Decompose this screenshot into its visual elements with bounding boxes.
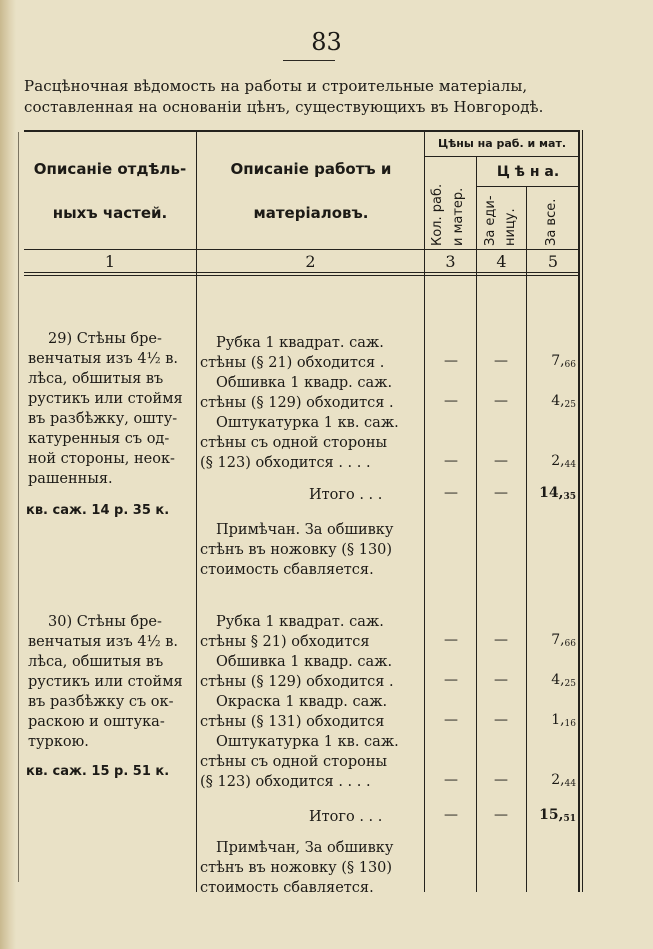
work-line: стѣны (§ 129) обходится . bbox=[200, 395, 394, 411]
work-line: стѣны съ одной стороны bbox=[200, 435, 388, 451]
entry-29-desc-line: лѣса, обшитыя въ bbox=[28, 371, 164, 387]
price-total: $2,_{44}$ bbox=[551, 772, 576, 789]
price-total: $7,_{66}$ bbox=[551, 353, 576, 370]
entry-29-desc-line: рашенныя. bbox=[28, 471, 113, 487]
col1-header-line-2: ныхъ частей. bbox=[52, 204, 168, 222]
work-line: стѣны (§ 131) обходится bbox=[200, 714, 385, 730]
entry-30-desc-line: венчатыя изъ 4½ в. bbox=[28, 634, 179, 650]
entry-29-desc-line: рустикъ или стоймя bbox=[28, 391, 183, 407]
numbers-bottom-rule bbox=[24, 272, 580, 273]
col3-dash: — bbox=[444, 353, 458, 369]
entry-30-desc-line: лѣса, обшитыя въ bbox=[28, 654, 164, 670]
note-line: Примѣчан, За обшивку bbox=[216, 840, 394, 856]
price-total: $4,_{25}$ bbox=[551, 672, 576, 689]
work-line: стѣны съ одной стороны bbox=[200, 754, 388, 770]
col4-dash: — bbox=[494, 632, 508, 648]
col4-dash: — bbox=[494, 353, 508, 369]
col3-dash: — bbox=[444, 632, 458, 648]
col-number-4: 4 bbox=[496, 252, 507, 271]
col3-dash: — bbox=[444, 672, 458, 688]
entry-29-desc-line: въ разбѣжку, ошту- bbox=[28, 411, 178, 427]
work-line: Оштукатурка 1 кв. саж. bbox=[216, 734, 399, 750]
work-line: (§ 123) обходится . . . . bbox=[200, 774, 371, 790]
work-line: Рубка 1 квадрат. саж. bbox=[216, 335, 384, 351]
work-line: стѣны (§ 129) обходится . bbox=[200, 674, 394, 690]
price-total: $7,_{66}$ bbox=[551, 632, 576, 649]
total-sum: $15,_{51}$ bbox=[539, 807, 576, 824]
entry-30-desc-line: туркою. bbox=[28, 734, 89, 750]
entry-30-desc-line: въ разбѣжку съ ок- bbox=[28, 694, 174, 710]
heading-line-1: Расцѣночная вѣдомость на работы и строительные матеріалы, bbox=[24, 77, 528, 95]
page-heading bbox=[24, 76, 596, 118]
prices-group-header: Цѣны на раб. и мат. bbox=[437, 137, 567, 150]
book-spine-shadow bbox=[0, 0, 16, 949]
col1-header-line-1: Описаніе отдѣль- bbox=[33, 160, 187, 178]
entry-29-desc-line: катуренныя съ од- bbox=[28, 431, 170, 447]
entry-30-desc-line: раскою и оштука- bbox=[28, 714, 165, 730]
col-number-1: 1 bbox=[104, 252, 116, 271]
table-left-edge bbox=[18, 132, 19, 882]
table-right-edge-2 bbox=[582, 130, 583, 892]
col4-header-a: За еди- bbox=[483, 195, 498, 246]
entry-30-desc-line: 30) Стѣны бре- bbox=[48, 614, 162, 630]
table-right-edge bbox=[578, 130, 580, 892]
note-line: стоимость сбавляется. bbox=[200, 880, 374, 896]
entry-30-area: кв. саж. 15 р. 51 к. bbox=[26, 764, 170, 779]
work-line: Рубка 1 квадрат. саж. bbox=[216, 614, 384, 630]
col-divider-2 bbox=[424, 132, 425, 892]
col4-dash: — bbox=[494, 672, 508, 688]
price-total: $4,_{25}$ bbox=[551, 393, 576, 410]
heading-line-2: составленная на основаніи цѣнъ, существующихъ въ Новгородѣ. bbox=[24, 98, 544, 116]
table-top-rule bbox=[24, 130, 580, 132]
col4-dash: — bbox=[494, 712, 508, 728]
col4-dash: — bbox=[494, 807, 508, 823]
total-label: Итого . . . bbox=[309, 487, 383, 503]
entry-29-desc-line: ной стороны, неок- bbox=[28, 451, 175, 467]
col4-dash: — bbox=[494, 485, 508, 501]
col3-dash: — bbox=[444, 393, 458, 409]
total-sum: $14,_{35}$ bbox=[539, 485, 576, 502]
numbers-bottom-rule-2 bbox=[24, 275, 580, 276]
work-line: (§ 123) обходится . . . . bbox=[200, 455, 371, 471]
col3-dash: — bbox=[444, 453, 458, 469]
total-label: Итого . . . bbox=[309, 809, 383, 825]
col5-header: За все. bbox=[544, 198, 559, 246]
price-sub-rule bbox=[476, 186, 580, 187]
col-number-2: 2 bbox=[305, 252, 316, 271]
work-line: Окраска 1 квадр. саж. bbox=[216, 694, 388, 710]
price-total: $2,_{44}$ bbox=[551, 453, 576, 470]
work-line: Оштукатурка 1 кв. саж. bbox=[216, 415, 399, 431]
note-line: стѣнъ въ ножовку (§ 130) bbox=[200, 542, 393, 558]
col-divider-4 bbox=[526, 186, 527, 892]
col2-header-line-2: матеріаловъ. bbox=[253, 204, 369, 222]
col3-dash: — bbox=[444, 485, 458, 501]
prices-group-rule bbox=[424, 156, 580, 157]
work-line: стѣны § 21) обходится bbox=[200, 634, 370, 650]
col4-dash: — bbox=[494, 772, 508, 788]
page-number-rule bbox=[283, 60, 335, 61]
col3-dash: — bbox=[444, 807, 458, 823]
price-total: $1,_{16}$ bbox=[551, 712, 576, 729]
col-number-3: 3 bbox=[445, 252, 456, 271]
entry-29-desc-line: 29) Стѣны бре- bbox=[48, 331, 162, 347]
col3-header-b: и матер. bbox=[451, 187, 466, 246]
price-sub-header: Ц ѣ н а. bbox=[496, 164, 560, 180]
col2-header-line-1: Описаніе работъ и bbox=[230, 160, 392, 178]
col4-dash: — bbox=[494, 453, 508, 469]
entry-29-area: кв. саж. 14 р. 35 к. bbox=[26, 503, 170, 518]
page-number: 83 bbox=[311, 28, 342, 56]
work-line: Обшивка 1 квадр. саж. bbox=[216, 375, 393, 391]
col3-header-a: Кол. раб. bbox=[430, 183, 445, 246]
col4-header-b: ницу. bbox=[503, 208, 518, 246]
work-line: стѣны (§ 21) обходится . bbox=[200, 355, 385, 371]
col3-dash: — bbox=[444, 772, 458, 788]
entry-29-desc-line: венчатыя изъ 4½ в. bbox=[28, 351, 179, 367]
col-number-5: 5 bbox=[547, 252, 559, 271]
work-line: Обшивка 1 квадр. саж. bbox=[216, 654, 393, 670]
header-bottom-rule bbox=[24, 249, 580, 250]
entry-30-desc-line: рустикъ или стоймя bbox=[28, 674, 183, 690]
note-line: стѣнъ въ ножовку (§ 130) bbox=[200, 860, 393, 876]
col4-dash: — bbox=[494, 393, 508, 409]
col-divider-1 bbox=[196, 132, 197, 892]
col3-dash: — bbox=[444, 712, 458, 728]
note-line: стоимость сбавляется. bbox=[200, 562, 374, 578]
note-line: Примѣчан. За обшивку bbox=[216, 522, 394, 538]
